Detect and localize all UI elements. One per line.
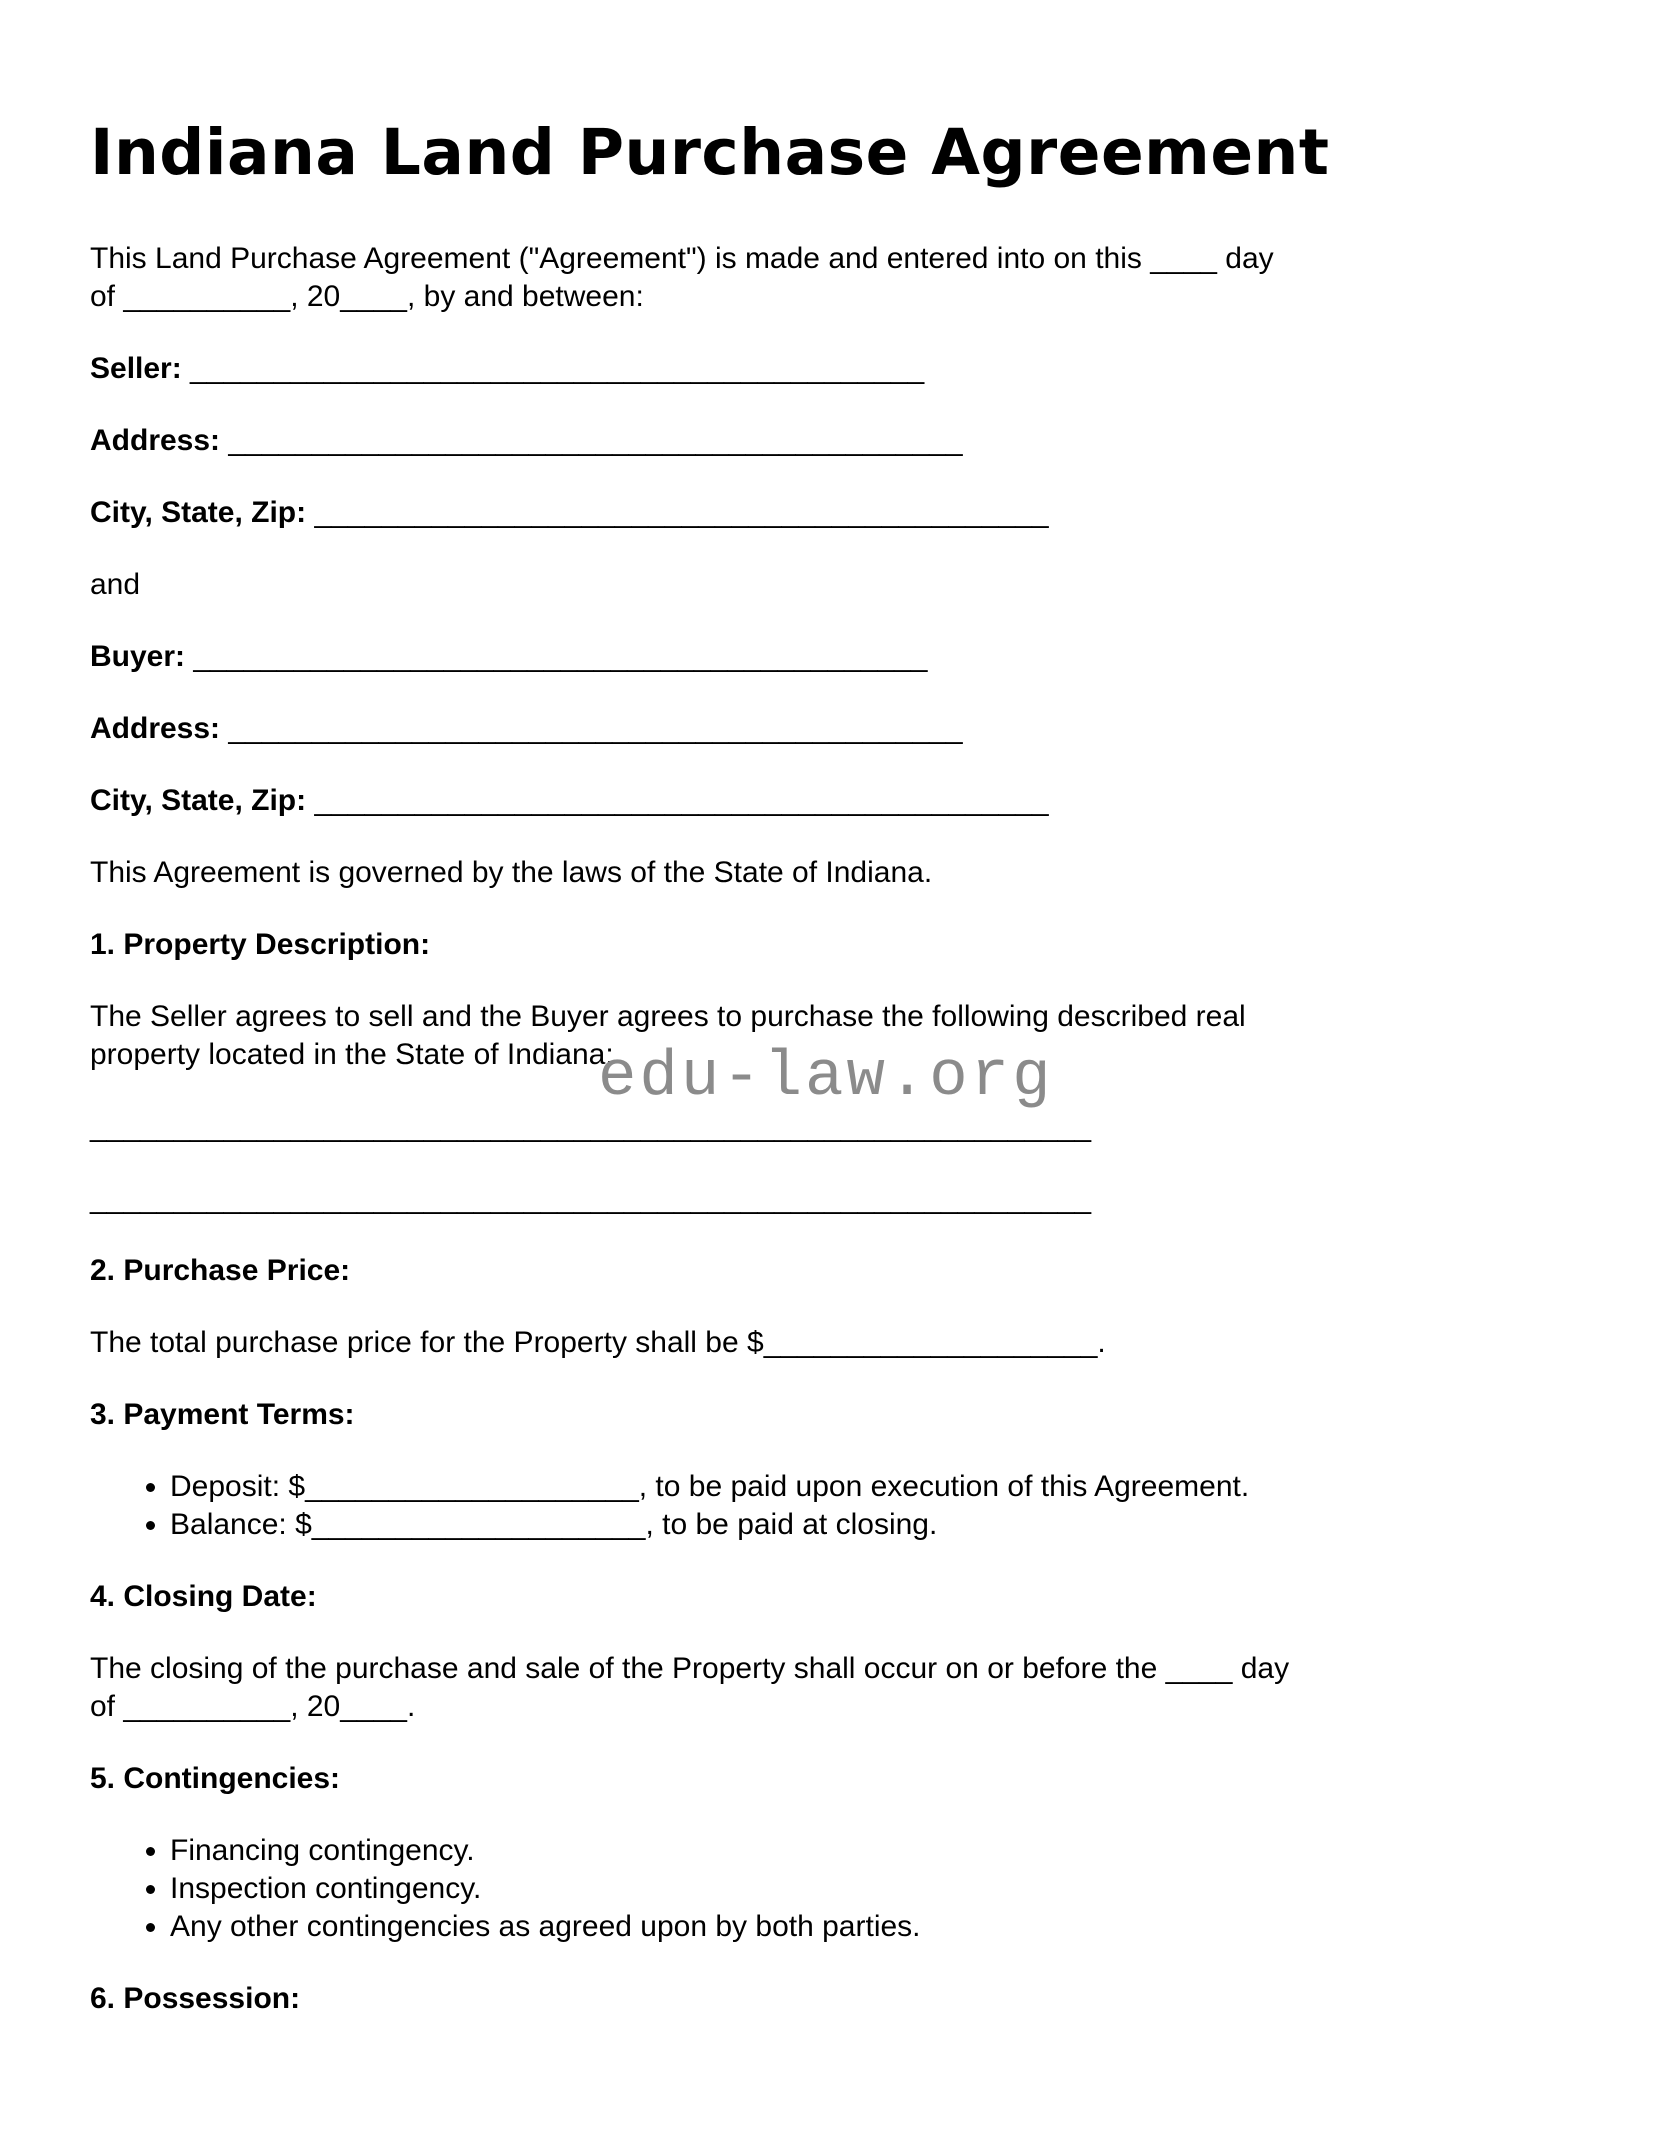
section-1-heading: 1. Property Description:: [90, 928, 431, 961]
buyer-label: Buyer:: [90, 640, 186, 673]
buyer-city-state-zip-label: City, State, Zip:: [90, 784, 307, 817]
seller-city-state-zip-label: City, State, Zip:: [90, 496, 307, 529]
contingency-other-item: • Any other contingencies as agreed upon by both parties.: [170, 1908, 1574, 1946]
seller-city-state-zip-blank: ____________________________________________: [306, 496, 1049, 529]
seller-name-field: [90, 350, 1574, 388]
governing-law-text: This Agreement is governed by the laws of the State of Indiana.: [90, 856, 933, 889]
section-5-heading: 5. Contingencies:: [90, 1762, 341, 1795]
purchase-price-text: The total purchase price for the Property shall be $____________________.: [90, 1326, 1106, 1359]
intro-line-2: of __________, 20____, by and between:: [90, 280, 644, 313]
contingency-financing-item: • Financing contingency.: [170, 1832, 1574, 1870]
seller-address-field: [90, 422, 1574, 460]
closing-date-line-2: of __________, 20____.: [90, 1690, 416, 1723]
seller-address-blank: ____________________________________________: [220, 424, 963, 457]
payment-terms-deposit-item: • Deposit: $____________________, to be paid upon execution of this Agreement.: [170, 1468, 1574, 1506]
parties-connector-text: and: [90, 568, 141, 601]
section-4-heading: 4. Closing Date:: [90, 1580, 317, 1613]
buyer-address-blank: ____________________________________________: [220, 712, 963, 745]
buyer-address-field: [90, 710, 1574, 748]
property-description-line-2: property located in the State of Indiana:: [90, 1038, 614, 1071]
intro-line-1: This Land Purchase Agreement ("Agreement") is made and entered into on this ____ day: [90, 242, 1274, 275]
property-description-line-1: The Seller agrees to sell and the Buyer agrees to purchase the following described real: [90, 1000, 1246, 1033]
property-description-paragraph: [90, 998, 1574, 1074]
buyer-name-field: [90, 638, 1574, 676]
buyer-city-state-zip-field: [90, 782, 1574, 820]
buyer-city-state-zip-blank: ____________________________________________: [306, 784, 1049, 817]
intro-paragraph: [90, 240, 1574, 316]
closing-date-paragraph: [90, 1650, 1574, 1726]
payment-terms-balance-item: • Balance: $____________________, to be paid at closing.: [170, 1506, 1574, 1544]
section-6-heading: 6. Possession:: [90, 1982, 301, 2015]
buyer-address-label: Address:: [90, 712, 221, 745]
seller-label: Seller:: [90, 352, 182, 385]
property-description-blank-line-2: ____________________________________________________________: [90, 1182, 1092, 1215]
seller-city-state-zip-field: [90, 494, 1574, 532]
contingency-inspection-item: • Inspection contingency.: [170, 1870, 1574, 1908]
buyer-name-blank: ____________________________________________: [185, 640, 928, 673]
section-3-heading: 3. Payment Terms:: [90, 1398, 355, 1431]
page-title: Indiana Land Purchase Agreement: [90, 116, 1330, 189]
payment-terms-list: [90, 1468, 1574, 1544]
property-description-blank-line-1: ____________________________________________________________: [90, 1110, 1092, 1143]
contingencies-list: [90, 1832, 1574, 1946]
seller-name-blank: ____________________________________________: [181, 352, 925, 385]
seller-address-label: Address:: [90, 424, 221, 457]
closing-date-line-1: The closing of the purchase and sale of the Property shall occur on or before the ____ day: [90, 1652, 1290, 1685]
watermark-text: edu-law.org: [598, 1042, 1054, 1114]
section-2-heading: 2. Purchase Price:: [90, 1254, 351, 1287]
